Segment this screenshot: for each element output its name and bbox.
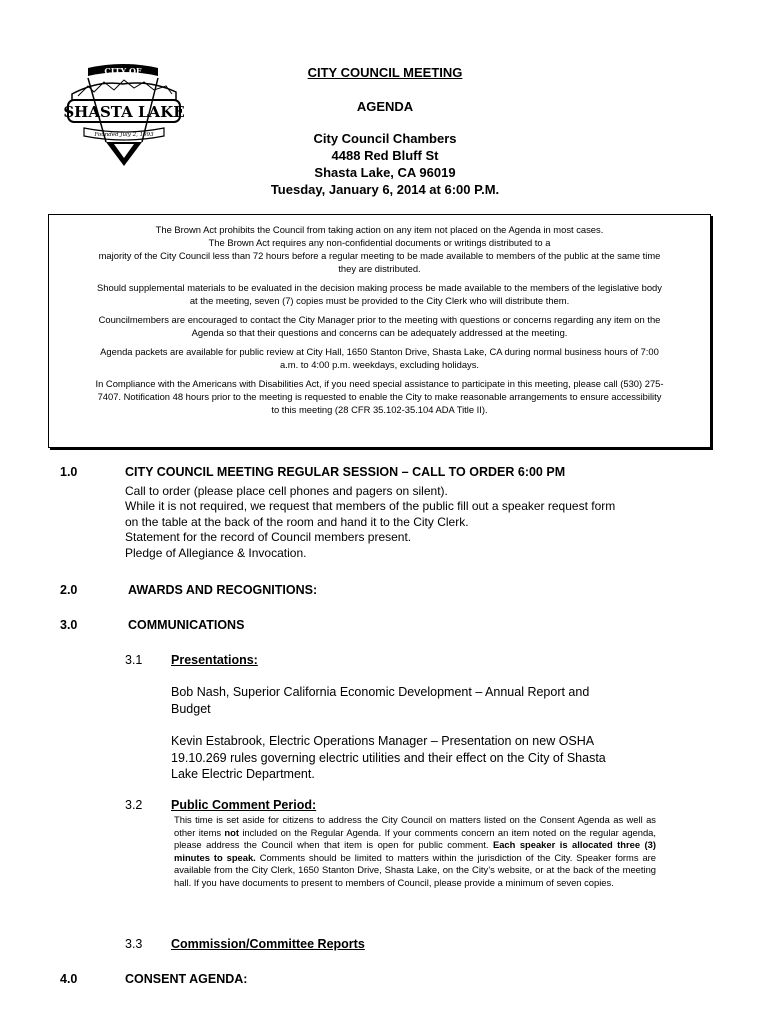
- text-run-bold: Each speaker is allocated three (3) minutes to speak.: [174, 839, 656, 863]
- subsection-heading: Public Comment Period:: [171, 798, 317, 812]
- text-run: This time is set aside for citizens to address the City Council on matters listed on the Consent Agenda as well as other items: [174, 814, 656, 838]
- body-line: While it is not required, we request that members of the public fill out a speaker request form: [125, 499, 616, 514]
- city-logo: [58, 56, 188, 168]
- meeting-location: [190, 130, 580, 198]
- notice-paragraph: [55, 377, 704, 416]
- address: 4488 Red Bluff St: [331, 148, 439, 163]
- para-line: Lake Electric Department.: [171, 767, 315, 781]
- notice-line: Agenda so that their questions and concerns can be adequately addressed at the meeting.: [191, 327, 568, 338]
- subsection-number: 3.2: [125, 798, 143, 812]
- notice-line: at the meeting, seven (7) copies must be provided to the City Clerk who will distribute them.: [189, 295, 570, 306]
- subsection-heading: Presentations:: [171, 653, 258, 667]
- svg-text:Founded July 2, 1993: Founded July 2, 1993: [94, 132, 154, 138]
- notice-line: Should supplemental materials to be evaluated in the decision making process be made available to the members of the legislative body: [97, 282, 662, 293]
- notice-line: The Brown Act requires any non-confidential documents or writings distributed to a: [208, 237, 551, 248]
- section-number: 4.0: [60, 972, 78, 986]
- meeting-header: [190, 64, 580, 198]
- subsection-number: 3.3: [125, 937, 143, 951]
- body-line: Call to order (please place cell phones and pagers on silent).: [125, 484, 448, 498]
- notice-line: The Brown Act prohibits the Council from taking action on any item not placed on the Agenda in most cases.: [155, 224, 604, 235]
- section-heading: AWARDS AND RECOGNITIONS:: [128, 583, 318, 597]
- meeting-title: CITY COUNCIL MEETING: [307, 65, 463, 80]
- brown-act-notice: [48, 214, 711, 448]
- section-heading: COMMUNICATIONS: [128, 618, 245, 632]
- meeting-datetime: Tuesday, January 6, 2014 at 6:00 P.M.: [270, 182, 500, 197]
- notice-paragraph: [55, 223, 704, 275]
- body-line: Pledge of Allegiance & Invocation.: [125, 545, 307, 560]
- presentation-item: [171, 684, 651, 717]
- notice-line: a.m. to 4:00 p.m. weekdays, excluding holidays.: [279, 359, 480, 370]
- text-run-bold: not: [224, 826, 239, 838]
- subsection-heading: Commission/Committee Reports: [171, 937, 365, 951]
- section-body: [125, 484, 685, 561]
- section-number: 2.0: [60, 583, 78, 597]
- notice-paragraph: [55, 313, 704, 339]
- presentation-item: [171, 733, 651, 783]
- venue: City Council Chambers: [313, 131, 457, 146]
- subsection-number: 3.1: [125, 653, 143, 667]
- notice-line: Agenda packets are available for public review at City Hall, 1650 Stanton Drive, Shasta Lake, CA during normal business hours of 7:00: [100, 346, 659, 357]
- section-heading: CONSENT AGENDA:: [125, 972, 248, 986]
- agenda-label: AGENDA: [356, 99, 414, 114]
- svg-text:CITY OF: CITY OF: [104, 66, 142, 76]
- notice-line: Councilmembers are encouraged to contact the City Manager prior to the meeting with questions or concerns regarding any item on the: [98, 314, 661, 325]
- section-heading: CITY COUNCIL MEETING REGULAR SESSION – CALL TO ORDER 6:00 PM: [125, 465, 566, 479]
- section-number: 3.0: [60, 618, 78, 632]
- notice-line: 7407. Notification 48 hours prior to the meeting is requested to enable the City to make reasonable arrangements to ensure accessibility: [97, 391, 662, 402]
- text-run: included on the Regular Agenda. If your comments concern an item noted on the regular agenda, please address the Council when that item is open for public comment.: [174, 826, 656, 851]
- city-state-zip: Shasta Lake, CA 96019: [314, 165, 456, 180]
- city-seal-icon: [58, 56, 188, 168]
- public-comment-text: [174, 814, 656, 890]
- notice-line: majority of the City Council less than 72 hours before a regular meeting to be made available to members of the public at the same time: [98, 250, 661, 261]
- svg-text:SHASTA LAKE: SHASTA LAKE: [63, 103, 185, 121]
- notice-paragraph: [55, 281, 704, 307]
- body-line: on the table at the back of the room and hand it to the City Clerk.: [125, 514, 469, 529]
- para-line: Kevin Estabrook, Electric Operations Manager – Presentation on new OSHA: [171, 734, 595, 748]
- section-number: 1.0: [60, 465, 78, 479]
- notice-line: to this meeting (28 CFR 35.102-35.104 ADA Title II).: [271, 404, 488, 415]
- notice-line: In Compliance with the Americans with Disabilities Act, if you need special assistance to participate in this meeting, please call (530) 275-: [95, 378, 664, 389]
- text-run: Comments should be limited to matters within the jurisdiction of the City. Speaker forms are available from the City Clerk, 1650 Stanton Drive, Shasta Lake, on the City’s website, or at the back of the meeting hall. If you have documents to present to members of Council, please provide a minimum of seven copies.: [174, 851, 656, 888]
- para-line: Bob Nash, Superior California Economic Development – Annual Report and: [171, 685, 590, 699]
- para-line: Budget: [171, 701, 211, 716]
- notice-paragraph: [55, 345, 704, 371]
- body-line: Statement for the record of Council members present.: [125, 530, 412, 545]
- notice-line: they are distributed.: [338, 263, 421, 274]
- para-line: 19.10.269 rules governing electric utilities and their effect on the City of Shasta: [171, 750, 606, 765]
